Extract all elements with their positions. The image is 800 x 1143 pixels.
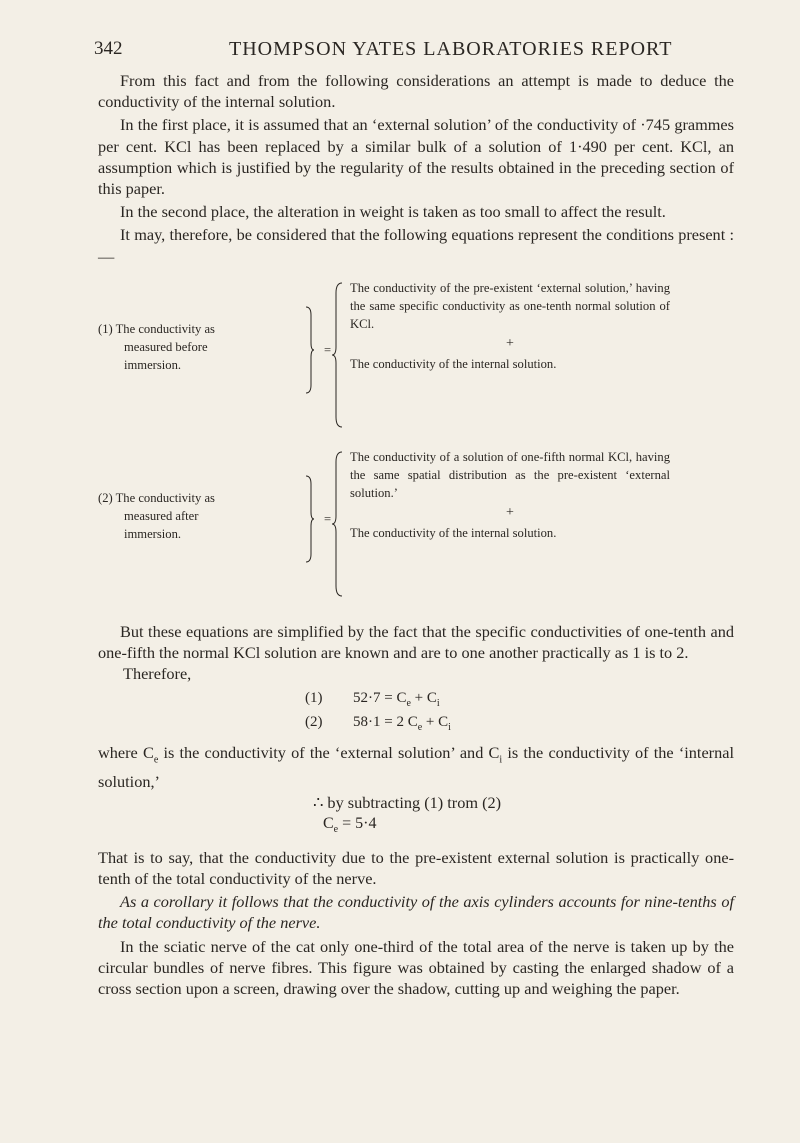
math-row-2: (2) 58·1 = 2 $C_e + C_i$ (305, 714, 451, 734)
equation-1-rhs: The conductivity of the pre-existent ‘external solution,’ having the same specific conductivity as one-tenth normal solution of KCl. + The conductivity of the internal solution. (350, 280, 670, 371)
result-line: $C_e = 5\cdot 4$ (323, 815, 377, 836)
right-brace-2 (306, 474, 314, 564)
equation-2-rhs: The conductivity of a solution of one-fifth normal KCl, having the same spatial distribution as the pre-existent ‘external solution.’ + The conductivity of the internal solution. (350, 449, 670, 540)
header-title: THOMPSON YATES LABORATORIES REPORT (229, 38, 673, 60)
equation-1-label: (1) The conductivity as measured before immersion. (98, 321, 215, 372)
right-brace-1 (306, 305, 314, 395)
paragraph-1: From this fact and from the following considerations an attempt is made to deduce the conductivity of the internal solution. (98, 71, 734, 112)
equals-sign-1: = (324, 342, 332, 357)
where-definition: where $C_e$ is the conductivity of the ‘external solution’ and $C_i$ is the conductivity of the ‘internal solution,’ (98, 743, 734, 791)
paragraph-8: In the sciatic nerve of the cat only one-third of the total area of the nerve is taken up by the circular bundles of nerve fibres. This figure was obtained by casting the enlarged shadow of a cross section upon a screen, drawing over the shadow, cutting up and weighing the paper. (98, 936, 734, 998)
paragraph-4: It may, therefore, be considered that the following equations represent the conditions present :— (98, 225, 734, 266)
paragraph-5: But these equations are simplified by the fact that the specific conductivities of one-tenth and one-fifth the normal KCl solution are known and are to one another practically as 1 is to 2. (98, 621, 734, 663)
equation-2 (98, 444, 734, 609)
running-header (94, 38, 734, 64)
body-text (98, 70, 734, 999)
left-brace-1 (332, 281, 342, 429)
equation-2-label: (2) The conductivity as measured after immersion. (98, 490, 215, 541)
paragraph-3: In the second place, the alteration in weight is taken as too small to affect the result. (120, 202, 666, 222)
corollary: As a corollary it follows that the conductivity of the axis cylinders accounts for nine-tenths of the total conductivity of the nerve. (98, 892, 734, 933)
subtract-line: ∴ by subtracting (1) trom (2) (313, 793, 502, 813)
equals-sign-2: = (324, 511, 332, 526)
math-row-1: (1) $52\cdot 7 = C_e + C_i$ (305, 690, 440, 710)
therefore-line: Therefore, (123, 664, 192, 684)
page-number: 342 (94, 38, 123, 59)
paragraph-2: In the first place, it is assumed that an ‘external solution’ of the conductivity of ·745 grammes per cent. KCl has been replaced by a similar bulk of a solution of 1·490 per cent. KCl, an assumption which is justified by the regularity of the results obtained in the preceding section of this paper. (98, 115, 734, 199)
paragraph-6: That is to say, that the conductivity due to the pre-existent external solution is practically one-tenth of the total conductivity of the nerve. (98, 847, 734, 888)
simplified-equations (98, 686, 734, 736)
left-brace-2 (332, 450, 342, 598)
equation-1 (98, 275, 734, 440)
